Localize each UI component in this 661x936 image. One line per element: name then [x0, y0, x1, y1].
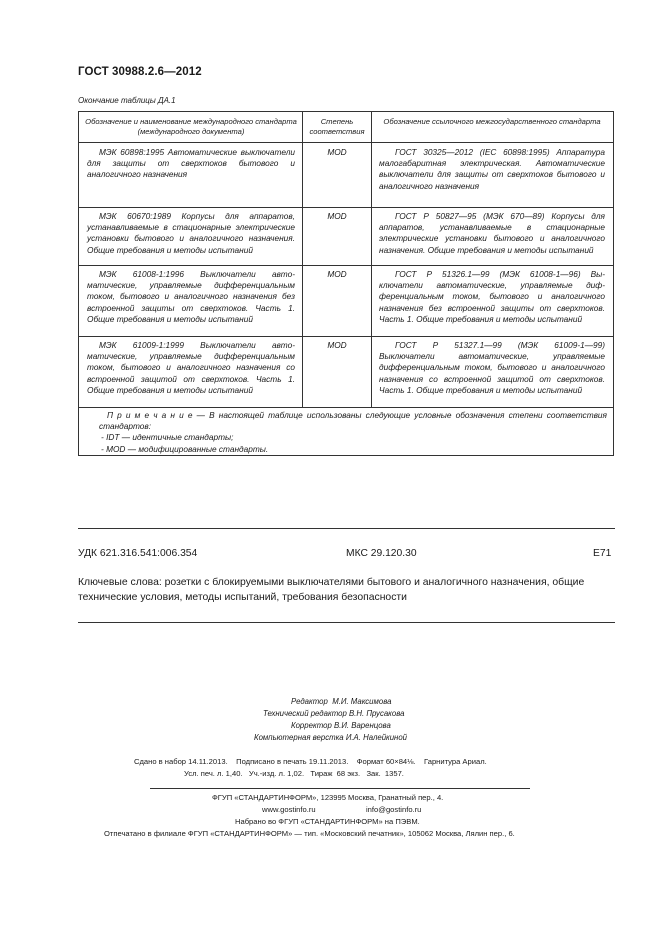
- column-header-international: Обозначение и наименование международного стандарта (международного документа): [85, 117, 297, 137]
- credit-editor: [291, 697, 391, 706]
- note-lead: П р и м е ч а н и е: [107, 410, 193, 420]
- print-info-line-1: Сдано в набор 14.11.2013. Подписано в печать 19.11.2013. Формат 60×84⅛. Гарнитура Ариал.: [134, 757, 487, 766]
- printed-at-note: Отпечатано в филиале ФГУП «СТАНДАРТИНФОРМ» — тип. «Московский печатник», 105062 Москва, Лялин пер., 6.: [104, 829, 515, 838]
- typeset-note: Набрано во ФГУП «СТАНДАРТИНФОРМ» на ПЭВМ.: [235, 817, 420, 826]
- table-row-3-interstate: ГОСТ Р 51326.1—99 (МЭК 61008-1—96) Выключатели автоматические, управляемые дифференциальным током, бытового и аналогичного назначения без встроенной защиты от сверхтоков. Часть 1. Общие требования и методы испытаний: [379, 269, 605, 324]
- credit-proofreader: [291, 721, 391, 730]
- row-divider: [79, 142, 613, 143]
- row-divider: [79, 336, 613, 337]
- udk-code: УДК 621.316.541:006.354: [78, 548, 198, 559]
- table-row-1-international: МЭК 60898:1995 Автоматические выключатели для защиты от сверхтоков бытового и аналогичного назначения: [87, 147, 295, 180]
- table-note: [99, 410, 607, 455]
- note-item-idt: - IDT — идентичные стандарты;: [101, 432, 234, 443]
- note-text: — В настоящей таблице использованы следующие условные обозначения степени соответствия стандартов:: [99, 410, 607, 432]
- credit-role: Корректор: [291, 721, 332, 730]
- column-header-interstate: Обозначение ссылочного межгосударственного стандарта: [383, 117, 601, 126]
- credit-name: М.И. Максимова: [332, 697, 392, 706]
- column-divider: [371, 112, 372, 407]
- table-row-2-international: МЭК 60670:1989 Корпусы для аппаратов, устанавливаемые в стационарные электрические установки бытового и аналогичного назначения. Общие требования и методы испытаний: [87, 211, 295, 255]
- row-divider: [79, 407, 613, 408]
- table-row-1-degree: MOD: [327, 147, 347, 157]
- credit-tech-editor: [263, 709, 404, 718]
- table-row-2-degree: MOD: [327, 211, 347, 221]
- print-info-line-2: Усл. печ. л. 1,40. Уч.-изд. л. 1,02. Тираж 68 экз. Зак. 1357.: [184, 769, 404, 778]
- table-row-4-degree: MOD: [327, 340, 347, 350]
- note-paragraph: [99, 410, 607, 432]
- table-caption: Окончание таблицы ДА.1: [78, 96, 176, 105]
- credit-name: В.Н. Прусакова: [348, 709, 405, 718]
- mks-code: МКС 29.120.30: [346, 548, 417, 559]
- reference-table: [78, 111, 614, 456]
- note-item-mod: - MOD — модифицированные стандарты.: [101, 443, 269, 454]
- table-row-2-interstate: ГОСТ Р 50827—95 (МЭК 670—89) Корпусы для аппаратов, устанавливаемые в стационарные электрические установки бытового и аналогичного назначения. Общие требования и методы испытаний: [379, 211, 605, 255]
- credit-role: Технический редактор: [263, 709, 347, 718]
- publisher-address: ФГУП «СТАНДАРТИНФОРМ», 123995 Москва, Гранатный пер., 4.: [212, 793, 444, 802]
- row-divider: [79, 207, 613, 208]
- divider-rule: [78, 622, 615, 623]
- credit-name: И.А. Налейкиной: [345, 733, 408, 742]
- okp-code: E71: [593, 548, 612, 559]
- table-row-3-international: МЭК 61008-1:1996 Выключатели автоматические, управляемые дифференциальным током, бытового и аналогичного назначения без встроенной защиты от сверхтоков. Часть 1. Общие требования и методы испытаний: [87, 269, 295, 324]
- table-row-4-interstate: ГОСТ Р 51327.1—99 (МЭК 61009-1—99) Выключатели автоматические, управляемые дифференциальным током, бытового и аналогичного назначения со встроенной защитой от сверхтоков. Часть 1. Общие требования и методы испытаний: [379, 340, 605, 395]
- divider-rule: [150, 788, 530, 789]
- credit-role: Редактор: [291, 697, 328, 706]
- divider-rule: [78, 528, 615, 529]
- publisher-website: www.gostinfo.ru: [262, 805, 316, 814]
- table-row-4-international: МЭК 61009-1:1999 Выключатели автоматические, управляемые дифференциальным током, бытового и аналогичного назначения со встроенной защитой от сверхтоков. Часть 1. Общие требования и методы испытаний: [87, 340, 295, 395]
- credit-layout: [254, 733, 407, 742]
- column-header-degree: Степень соответствия: [309, 117, 365, 137]
- publisher-email: info@gostinfo.ru: [366, 805, 422, 814]
- keywords: Ключевые слова: розетки с блокируемыми выключателями бытового и аналогичного назначения, общие технические условия, методы испытаний, требования безопасности: [78, 577, 585, 603]
- table-row-1-interstate: ГОСТ 30325—2012 (IEC 60898:1995) Аппаратура малогабаритная электрическая. Автоматические выключатели для защиты от сверхтоков бытового и аналогичного назначения: [379, 147, 605, 191]
- table-row-3-degree: MOD: [327, 269, 347, 279]
- credit-name: В.И. Варенцова: [333, 721, 391, 730]
- credit-role: Компьютерная верстка: [254, 733, 344, 742]
- row-divider: [79, 265, 613, 266]
- page-header: ГОСТ 30988.2.6—2012: [78, 66, 202, 78]
- column-divider: [302, 112, 303, 407]
